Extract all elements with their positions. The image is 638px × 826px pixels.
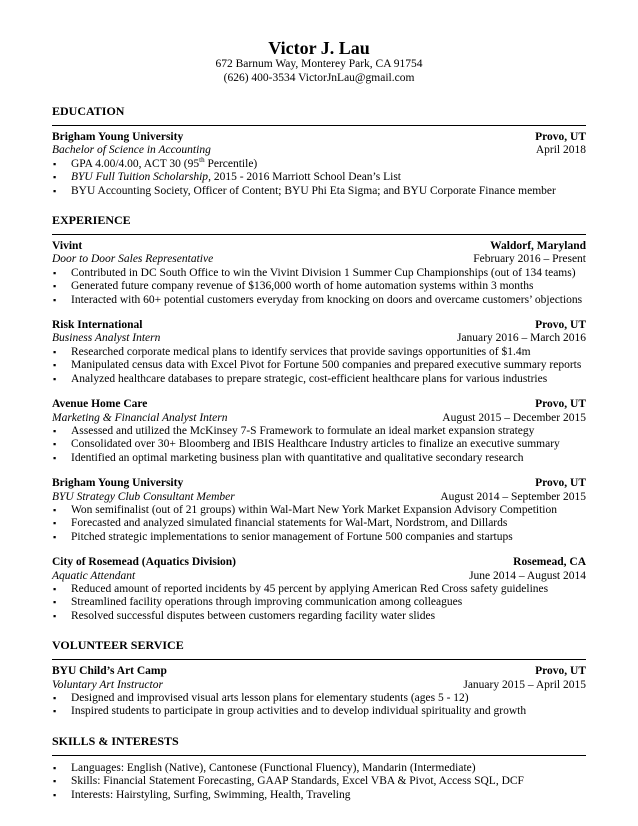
volunteer-dates: January 2015 – April 2015 [463, 678, 586, 691]
section-divider [52, 125, 586, 126]
experience-section [52, 213, 586, 623]
job-role: Door to Door Sales Representative [52, 253, 214, 266]
employer: Avenue Home Care [52, 398, 148, 411]
skills-title: SKILLS & INTERESTS [52, 733, 179, 748]
list-item: ▪ Reduced amount of reported incidents by 45 percent by applying American Red Cross safety guidelines [52, 583, 586, 596]
list-item: ▪ BYU Accounting Society, Officer of Content; BYU Phi Eta Sigma; and BYU Corporate Finance member [52, 185, 586, 198]
job-dates: February 2016 – Present [473, 253, 586, 266]
list-item: ▪ Interests: Hairstyling, Surfing, Swimming, Health, Traveling [52, 789, 586, 802]
resume-page [52, 38, 586, 802]
list-item: ▪ Won semifinalist (out of 21 groups) within Wal-Mart New York Market Expansion Advisory Competition [52, 504, 586, 517]
list-item: ▪ GPA 4.00/4.00, ACT 30 (95th Percentile) [52, 158, 586, 171]
job-entry [52, 319, 586, 386]
education-title: EDUCATION [52, 104, 125, 118]
volunteer-section [52, 638, 586, 719]
job-role: Business Analyst Intern [52, 332, 161, 345]
list-item: ▪ Generated future company revenue of $136,000 worth of home automation systems within 3 months [52, 280, 586, 293]
job-entry [52, 240, 586, 307]
job-dates: January 2016 – March 2016 [456, 332, 586, 345]
job-dates: June 2014 – August 2014 [469, 569, 586, 582]
section-divider [52, 755, 586, 756]
job-role: Marketing & Financial Analyst Intern [52, 411, 228, 424]
list-item: ▪ Languages: English (Native), Cantonese (Functional Fluency), Mandarin (Intermediate) [52, 762, 586, 775]
skills-section [52, 734, 586, 802]
list-item: ▪ Designed and improvised visual arts lesson plans for elementary students (ages 5 - 12) [52, 692, 586, 705]
education-bullets [52, 155, 586, 198]
school-location: Provo, UT [535, 131, 586, 143]
volunteer-role: Voluntary Art Instructor [52, 678, 163, 691]
job-dates: August 2015 – December 2015 [442, 411, 586, 424]
list-item: ▪ Identified an optimal marketing business plan with quantitative and qualitative secondary research [52, 452, 586, 465]
job-location: Waldorf, Maryland [490, 240, 586, 253]
education-section [52, 104, 586, 198]
address-line: 672 Barnum Way, Monterey Park, CA 91754 [215, 58, 423, 70]
candidate-name: Victor J. Lau [268, 38, 370, 58]
contact-line: (626) 400-3534 VictorJnLau@gmail.com [223, 71, 415, 84]
list-item: ▪ Skills: Financial Statement Forecasting, GAAP Standards, Excel VBA & Pivot, Access SQL, DCF [52, 775, 586, 788]
list-item: ▪ Resolved successful disputes between customers regarding facility water slides [52, 610, 586, 623]
list-item: ▪ Researched corporate medical plans to identify services that provide savings opportunities of $1.4m [52, 346, 586, 359]
employer: City of Rosemead (Aquatics Division) [52, 556, 236, 569]
volunteer-title: VOLUNTEER SERVICE [52, 638, 184, 653]
degree: Bachelor of Science in Accounting [52, 144, 211, 157]
graduation-date: April 2018 [535, 144, 586, 157]
list-item: ▪ Forecasted and analyzed simulated financial statements for Wal-Mart, Nordstrom, and Dillards [52, 517, 586, 530]
job-entry [52, 556, 586, 623]
education-entry [52, 131, 586, 198]
list-item: ▪ Contributed in DC South Office to win the Vivint Division 1 Summer Cup Championships (out of 134 teams) [52, 267, 586, 280]
list-item: ▪ BYU Full Tuition Scholarship, 2015 - 2016 Marriott School Dean’s List [52, 171, 586, 184]
job-location: Provo, UT [535, 477, 586, 490]
employer: Risk International [52, 319, 143, 332]
volunteer-org: BYU Child’s Art Camp [52, 665, 167, 678]
list-item: ▪ Pitched strategic implementations to senior management of Fortune 500 companies and startups [52, 531, 586, 544]
experience-title: EXPERIENCE [52, 213, 131, 228]
school-name: Brigham Young University [52, 131, 184, 143]
job-entry [52, 398, 586, 465]
list-item: ▪ Consolidated over 30+ Bloomberg and IBIS Healthcare Industry articles to finalize an executive summary [52, 438, 586, 451]
list-item: ▪ Interacted with 60+ potential customers everyday from knocking on doors and overcame customers’ objections [52, 294, 586, 307]
job-location: Provo, UT [535, 319, 586, 332]
job-role: Aquatic Attendant [52, 569, 136, 582]
list-item: ▪ Assessed and utilized the McKinsey 7-S Framework to formulate an ideal market expansion strategy [52, 425, 586, 438]
job-entry [52, 477, 586, 544]
volunteer-location: Provo, UT [535, 665, 586, 678]
employer: Brigham Young University [52, 477, 184, 490]
job-location: Provo, UT [535, 398, 586, 411]
employer: Vivint [52, 240, 83, 253]
job-dates: August 2014 – September 2015 [440, 490, 586, 503]
list-item: ▪ Inspired students to participate in group activities and to develop individual spirituality and growth [52, 705, 586, 718]
section-divider [52, 234, 586, 235]
list-item: ▪ Streamlined facility operations through improving communication among colleagues [52, 596, 586, 609]
section-divider [52, 659, 586, 660]
list-item: ▪ Analyzed healthcare databases to prepare strategic, cost-efficient healthcare plans for various industries [52, 373, 586, 386]
volunteer-entry [52, 665, 586, 719]
job-location: Rosemead, CA [513, 556, 586, 569]
job-role: BYU Strategy Club Consultant Member [52, 490, 235, 503]
list-item: ▪ Manipulated census data with Excel Pivot for Fortune 500 companies and prepared executive summary reports [52, 359, 586, 372]
